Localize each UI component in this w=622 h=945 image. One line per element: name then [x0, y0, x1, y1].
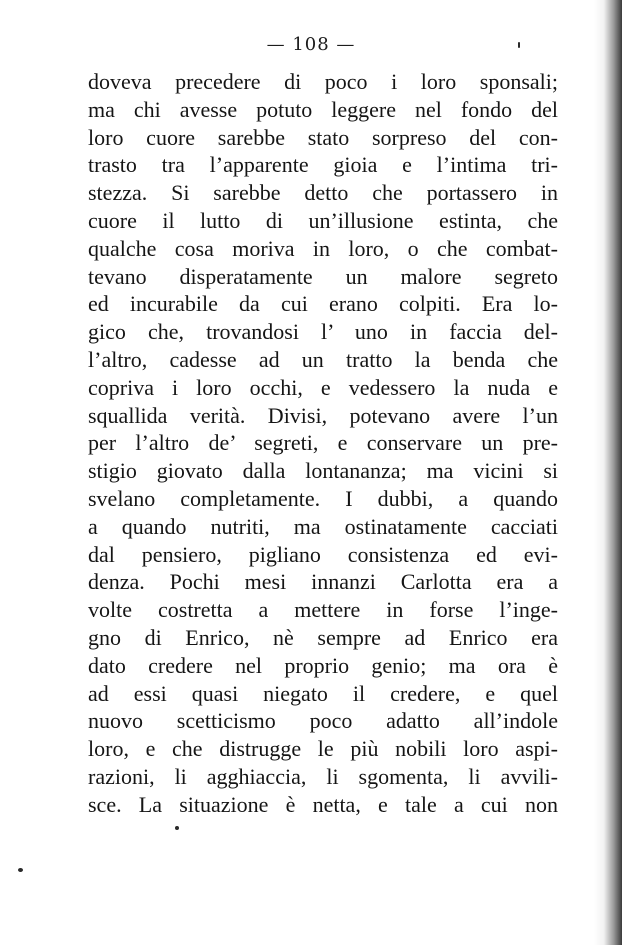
text-line: razioni, li agghiaccia, li sgomenta, li avvili-	[88, 763, 558, 789]
text-line: loro, e che distrugge le più nobili loro aspi-	[88, 736, 558, 762]
text-line: doveva precedere di poco i loro sponsali;	[88, 69, 558, 94]
text-line: ad essi quasi niegato il credere, e quel	[88, 680, 558, 706]
text-line: copriva i loro occhi, e vedessero la nuda e	[88, 374, 558, 400]
text-line: squallida verità. Divisi, potevano avere l’un	[88, 402, 558, 428]
text-line: ed incurabile da cui erano colpiti. Era lo-	[88, 291, 558, 317]
text-line: denza. Pochi mesi innanzi Carlotta era a	[88, 569, 558, 595]
text-line: dato credere nel proprio genio; ma ora è	[88, 652, 558, 678]
text-line: qualche cosa moriva in loro, o che combat-	[88, 235, 558, 261]
text-line: cuore il lutto di un’illusione estinta, che	[88, 207, 558, 233]
text-line: sce. La situazione è netta, e tale a cui non	[88, 791, 558, 817]
ink-speck	[18, 868, 23, 872]
page-number: — 108 —	[266, 34, 356, 55]
text-line: gno di Enrico, nè sempre ad Enrico era	[88, 624, 558, 650]
ink-speck	[175, 826, 179, 830]
page-edge-shadow	[594, 0, 622, 945]
text-line: trasto tra l’apparente gioia e l’intima tri-	[88, 152, 558, 178]
text-line: stezza. Si sarebbe detto che portassero in	[88, 180, 558, 206]
text-line: loro cuore sarebbe stato sorpreso del con-	[88, 124, 558, 150]
text-line: ma chi avesse potuto leggere nel fondo del	[88, 96, 558, 122]
text-body	[88, 68, 558, 819]
ink-speck	[518, 42, 520, 48]
text-line: gico che, trovandosi l’ uno in faccia del-	[88, 319, 558, 345]
text-line: l’altro, cadesse ad un tratto la benda che	[88, 346, 558, 372]
text-line: tevano disperatamente un malore segreto	[88, 263, 558, 289]
text-line: dal pensiero, pigliano consistenza ed evi-	[88, 541, 558, 567]
text-line: per l’altro de’ segreti, e conservare un pre-	[88, 430, 558, 456]
text-line: nuovo scetticismo poco adatto all’indole	[88, 708, 558, 734]
text-line: svelano completamente. I dubbi, a quando	[88, 485, 558, 511]
text-line: volte costretta a mettere in forse l’inge-	[88, 597, 558, 623]
text-line: a quando nutriti, ma ostinatamente cacciati	[88, 513, 558, 539]
text-line: stigio giovato dalla lontananza; ma vicini si	[88, 458, 558, 484]
